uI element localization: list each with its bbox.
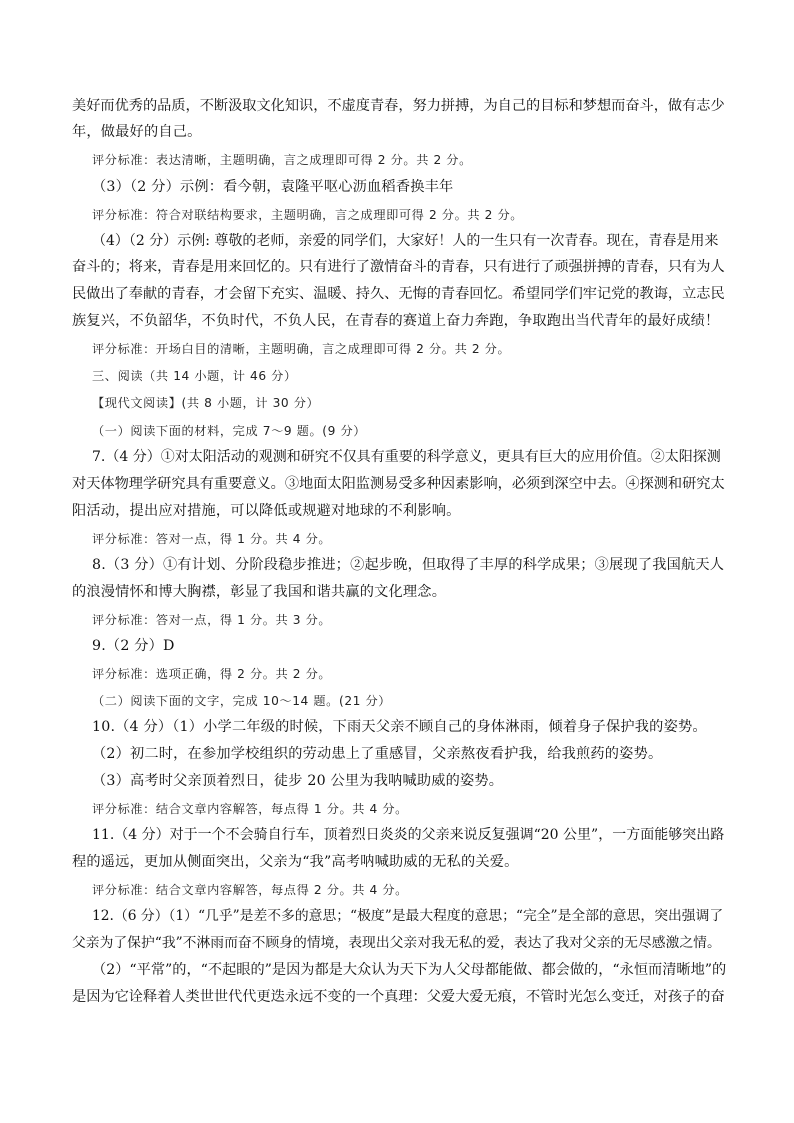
scoring-standard: 评分标准：表达清晰，主题明确，言之成理即可得 2 分。共 2 分。 bbox=[92, 153, 472, 167]
q8-answer-line-2: 的浪漫情怀和博大胸襟，彰显了我国和谐共赢的文化理念。 bbox=[72, 584, 447, 600]
scoring-standard: 评分标准：选项正确，得 2 分。共 2 分。 bbox=[92, 667, 332, 681]
scoring-standard: 评分标准：结合文章内容解答，每点得 2 分。共 4 分。 bbox=[92, 883, 408, 897]
q11-answer-line-2: 程的遥远，更加从侧面突出，父亲为“我”高考呐喊助威的无私的关爱。 bbox=[72, 854, 519, 870]
essay-answer-line-1: 美好而优秀的品质，不断汲取文化知识，不虚度青春，努力拼搏，为自己的目标和梦想而奋斗，做有志少 bbox=[72, 98, 725, 114]
q10-answer-line-1: 10.（4 分）（1）小学二年级的时候，下雨天父亲不顾自己的身体淋雨，倾着身子保护我的姿势。 bbox=[92, 719, 707, 735]
part-two-heading: （二）阅读下面的文字，完成 10～14 题。(21 分） bbox=[92, 694, 392, 708]
speech-answer-line-4: 族复兴，不负韶华，不负时代，不负人民，在青春的赛道上奋力奔跑，争取跑出当代青年的最好成绩！ bbox=[72, 313, 720, 329]
scoring-standard: 评分标准：开场白目的清晰，主题明确，言之成理即可得 2 分。共 2 分。 bbox=[92, 342, 511, 356]
q7-answer-line-1: 7.（4 分）①对太阳活动的观测和研究不仅具有重要的科学意义，更具有巨大的应用价值。②太阳探测 bbox=[92, 449, 721, 465]
q12-answer-line-1: 12.（6 分）（1）“几乎”是差不多的意思；“极度”是最大程度的意思；“完全”是全部的意思，突出强调了 bbox=[92, 908, 724, 924]
q10-answer-line-3: （3）高考时父亲顶着烈日，徒步 20 公里为我呐喊助威的姿势。 bbox=[92, 773, 504, 789]
speech-answer-line-1: （4）（2 分）示例: 尊敬的老师，亲爱的同学们，大家好！人的一生只有一次青春。现在，青春是用来 bbox=[92, 233, 719, 249]
q9-answer: 9.（2 分）D bbox=[92, 638, 175, 654]
scoring-standard: 评分标准：答对一点，得 1 分。共 4 分。 bbox=[92, 532, 332, 546]
couplet-answer: （3）（2 分）示例：看今朝，袁隆平呕心沥血稻香换丰年 bbox=[92, 179, 454, 195]
section-heading-reading: 三、阅读（共 14 小题，计 46 分） bbox=[92, 369, 297, 383]
essay-answer-line-2: 年，做最好的自己。 bbox=[72, 124, 202, 140]
scoring-standard: 评分标准：答对一点，得 1 分。共 3 分。 bbox=[92, 613, 332, 627]
q10-answer-line-2: （2）初二时，在参加学校组织的劳动患上了重感冒，父亲熬夜看护我，给我煎药的姿势。 bbox=[92, 746, 663, 762]
q12-answer-line-3: （2）“平常”的，“不起眼的”是因为都是大众认为天下为人父母都能做、都会做的，“永恒而清晰地”的 bbox=[92, 962, 727, 978]
q12-answer-line-2: 父亲为了保护“我”不淋雨而奋不顾身的情境，表现出父亲对我无私的爱，表达了我对父亲的无尽感激之情。 bbox=[72, 935, 721, 951]
part-one-heading: （一）阅读下面的材料，完成 7～9 题。(9 分） bbox=[92, 424, 367, 438]
q7-answer-line-2: 对天体物理学研究具有重要意义。③地面太阳监测易受多种因素影响，必须到深空中去。④探测和研究太 bbox=[72, 476, 725, 492]
speech-answer-line-3: 民做出了奉献的青春，才会留下充实、温暖、持久、无悔的青春回忆。希望同学们牢记党的教诲，立志民 bbox=[72, 286, 725, 302]
scoring-standard: 评分标准：结合文章内容解答，每点得 1 分。共 4 分。 bbox=[92, 802, 408, 816]
q7-answer-line-3: 阳活动，提出应对措施，可以降低或规避对地球的不利影响。 bbox=[72, 503, 461, 519]
subsection-heading-modern-reading: 【现代文阅读】(共 8 小题，计 30 分） bbox=[92, 396, 320, 410]
q12-answer-line-4: 是因为它诠释着人类世世代代更迭永远不变的一个真理：父爱大爱无痕，不管时光怎么变迁，对孩子的奋 bbox=[72, 989, 725, 1005]
scoring-standard: 评分标准：符合对联结构要求，主题明确，言之成理即可得 2 分。共 2 分。 bbox=[92, 208, 524, 222]
q11-answer-line-1: 11.（4 分）对于一个不会骑自行车，顶着烈日炎炎的父亲来说反复强调“20 公里”，一方面能够突出路 bbox=[92, 827, 725, 843]
q8-answer-line-1: 8.（3 分）①有计划、分阶段稳步推进；②起步晚，但取得了丰厚的科学成果；③展现了我国航天人 bbox=[92, 557, 725, 573]
speech-answer-line-2: 奋斗的；将来，青春是用来回忆的。只有进行了激情奋斗的青春，只有进行了顽强拼搏的青春，只有为人 bbox=[72, 259, 725, 275]
